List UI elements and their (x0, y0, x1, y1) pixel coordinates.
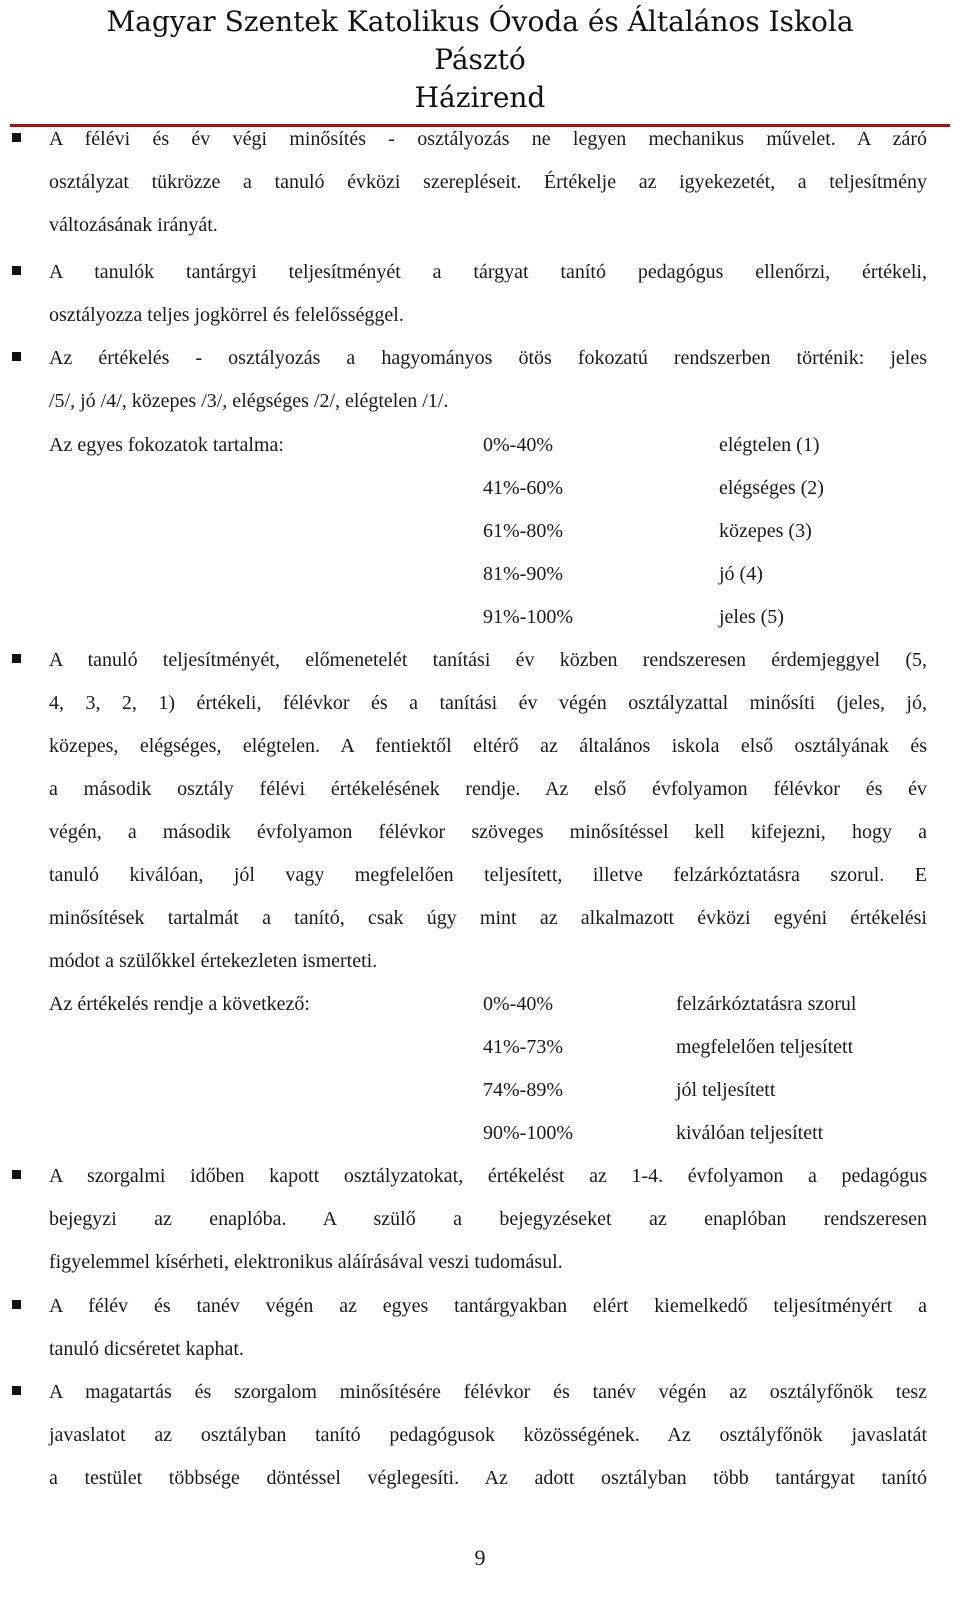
text-line: tanuló dicséretet kaphat. (49, 1338, 244, 1360)
text-line: figyelemmel kísérheti, elektronikus aláírásával veszi tudomásul. (49, 1251, 563, 1273)
text-line: a testület többsége döntéssel véglegesíti. Az adott osztályban több tantárgyat tanító (49, 1467, 927, 1489)
header-school-name: Magyar Szentek Katolikus Óvoda és Általános Iskola (106, 5, 854, 38)
grade-name: jó (4) (719, 563, 763, 585)
evaluation-name: felzárkóztatásra szorul (676, 993, 857, 1015)
square-bullet-icon (12, 133, 21, 142)
text-line: a második osztály félévi értékelésének rendje. Az első évfolyamon félévkor és év (49, 778, 927, 800)
text-line: tanuló kiválóan, jól vagy megfelelően teljesített, illetve felzárkóztatásra szorul. E (49, 864, 927, 886)
text-line: változásának irányát. (49, 214, 218, 236)
evaluation-range: 90%-100% (483, 1122, 573, 1144)
square-bullet-icon (12, 266, 21, 275)
grade-name: elégséges (2) (719, 477, 824, 499)
grade-name: elégtelen (1) (719, 434, 820, 456)
square-bullet-icon (12, 352, 21, 361)
text-line: osztályozza teljes jogkörrel és felelősséggel. (49, 304, 404, 326)
text-line: A tanuló teljesítményét, előmenetelét tanítási év közben rendszeresen érdemjeggyel (5, (49, 649, 927, 671)
text-line: osztályzat tükrözze a tanuló évközi szerepléseit. Értékelje az igyekezetét, a teljesítmény (49, 171, 927, 193)
text-line: A félévi és év végi minősítés - osztályozás ne legyen mechanikus művelet. A záró (49, 128, 927, 150)
text-line: 4, 3, 2, 1) értékeli, félévkor és a tanítási év végén osztályzattal minősíti (jeles, jó, (49, 692, 927, 714)
grade-range: 91%-100% (483, 606, 573, 628)
grade-range: 61%-80% (483, 520, 563, 542)
text-line: végén, a második évfolyamon félévkor szöveges minősítéssel kell kifejezni, hogy a (49, 821, 927, 843)
text-line: Az értékelés - osztályozás a hagyományos ötös fokozatú rendszerben történik: jeles (49, 347, 927, 369)
evaluation-table-label: Az értékelés rendje a következő: (49, 993, 310, 1015)
evaluation-name: jól teljesített (676, 1079, 776, 1101)
text-line: bejegyzi az enaplóba. A szülő a bejegyzéseket az enaplóban rendszeresen (49, 1208, 927, 1230)
square-bullet-icon (12, 1170, 21, 1179)
text-line: minősítések tartalmát a tanító, csak úgy mint az alkalmazott évközi egyéni értékelési (49, 907, 927, 929)
grade-range: 81%-90% (483, 563, 563, 585)
square-bullet-icon (12, 654, 21, 663)
header-document-title: Házirend (414, 81, 546, 114)
evaluation-name: kiválóan teljesített (676, 1122, 824, 1144)
square-bullet-icon (12, 1386, 21, 1395)
text-line: A szorgalmi időben kapott osztályzatokat, értékelést az 1-4. évfolyamon a pedagógus (49, 1165, 927, 1187)
evaluation-name: megfelelően teljesített (676, 1036, 854, 1058)
page-number: 9 (474, 1545, 486, 1570)
header-town: Pásztó (434, 43, 526, 76)
text-line: javaslatot az osztályban tanító pedagógusok közösségének. Az osztályfőnök javaslatát (49, 1424, 927, 1446)
grade-range: 41%-60% (483, 477, 563, 499)
grade-name: jeles (5) (719, 606, 784, 628)
text-line: /5/, jó /4/, közepes /3/, elégséges /2/, elégtelen /1/. (49, 390, 449, 412)
text-line: módot a szülőkkel értekezleten ismerteti. (49, 950, 378, 972)
grade-range: 0%-40% (483, 434, 553, 456)
square-bullet-icon (12, 1300, 21, 1309)
evaluation-range: 74%-89% (483, 1079, 563, 1101)
evaluation-range: 0%-40% (483, 993, 553, 1015)
text-line: A tanulók tantárgyi teljesítményét a tárgyat tanító pedagógus ellenőrzi, értékeli, (49, 261, 927, 283)
grades-table-label: Az egyes fokozatok tartalma: (49, 434, 284, 456)
grade-name: közepes (3) (719, 520, 812, 542)
evaluation-range: 41%-73% (483, 1036, 563, 1058)
text-line: A félév és tanév végén az egyes tantárgyakban elért kiemelkedő teljesítményért a (49, 1295, 927, 1317)
text-line: A magatartás és szorgalom minősítésére félévkor és tanév végén az osztályfőnök tesz (49, 1381, 927, 1403)
text-line: közepes, elégséges, elégtelen. A fentiektől eltérő az általános iskola első osztályának és (49, 735, 927, 757)
